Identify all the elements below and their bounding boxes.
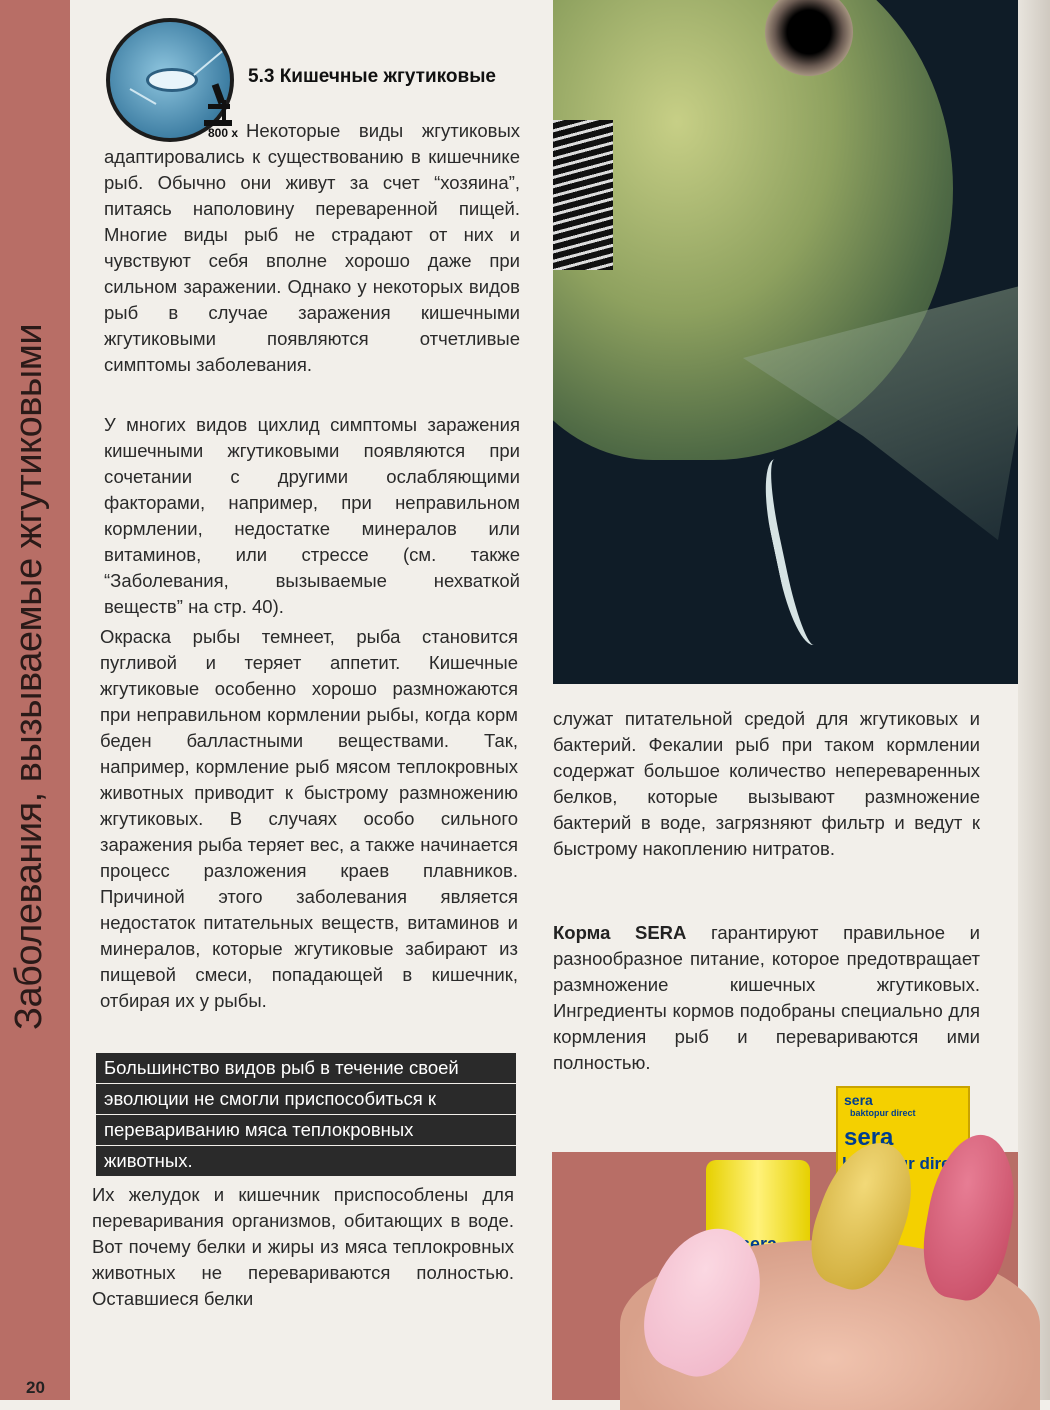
box-subtitle-top: baktopur direct: [850, 1108, 916, 1118]
page-edge: [1018, 0, 1050, 1400]
flagellum-line: [130, 88, 157, 105]
highlight-callout: [96, 1053, 516, 1177]
flagellate-cell-image: [146, 68, 198, 92]
chapter-vertical-title: Заболевания, вызываемые жгутиковыми: [8, 323, 50, 1030]
page-number: 20: [26, 1378, 45, 1397]
body-paragraph-2: У многих видов цихлид симптомы заражения кишечными жгутиковыми появляются при сочетании с другими ослабляющими факторами, например, при неправильном кормлении, недостатке минералов или витаминов, или стрессе (см. также “Заболевания, вызываемые нехваткой веществ” на стр. 40).: [104, 414, 520, 617]
white-feces-strand: [756, 453, 842, 649]
box-logo-top: sera: [844, 1092, 873, 1108]
brand-name: SERA: [634, 922, 687, 943]
highlight-line: эволюции не смогли приспособиться к: [96, 1084, 516, 1115]
body-paragraph-1: Некоторые виды жгутиковых адаптировались к существованию в кишечнике рыб. Обычно они живут за счет “хозяина”, питаясь наполовину переваренной пищей. Многие виды рыб не страдают от них и чувствуют себя вполне хорошо даже при сильном заражении. Однако у некоторых видов рыб в случае заражения кишечными жгутиковыми появляются отчетливые симптомы заболевания.: [104, 120, 520, 375]
box-subtitle-mid: direct: [919, 1154, 966, 1173]
chapter-side-band: [0, 0, 70, 1400]
fish-gill-stripes: [553, 120, 613, 270]
section-title: 5.3 Кишечные жгутиковые: [248, 66, 496, 87]
magnification-label: 800 x: [208, 126, 239, 140]
highlight-line: перевариванию мяса теплокровных: [96, 1115, 516, 1146]
right-paragraph-1: служат питательной средой для жгутиковых и бактерий. Фекалии рыб при таком кормлении содержат большое количество непереваренных белков, которые вызывают размножение бактерий в воде, загрязняют фильтр и ведут к быстрому накоплению нитратов.: [553, 708, 980, 859]
body-paragraph-4: Их желудок и кишечник приспособлены для переваривания организмов, обитающих в воде. Вот почему белки и жиры из мяса теплокровных животных не перевариваются полностью. Оставшиеся белки: [92, 1184, 514, 1309]
fish-photo: [553, 0, 1018, 684]
flagellum-line: [193, 49, 225, 76]
right-paragraph-2: [553, 920, 980, 1076]
highlight-line: Большинство видов рыб в течение своей: [96, 1053, 516, 1084]
lead-word: Корма: [553, 922, 611, 943]
highlight-line: животных.: [96, 1146, 516, 1177]
body-paragraph-3: Окраска рыбы темнеет, рыба становится пугливой и теряет аппетит. Кишечные жгутиковые особенно хорошо размножаются при неправильном кормлении рыбы, когда корм беден балластными веществами. Так, например, кормление рыб мясом теплокровных животных приводит к быстрому размножению жгутиковых. В случаях особо сильного заражения рыба теряет вес, а также начинается процесс разложения краев плавников. Причиной этого заболевания является недостаток питательных веществ, витаминов и минералов, которые жгутиковые забирают из пищевой смеси, попадающей в кишечник, отбирая их у рыбы.: [100, 626, 518, 1011]
box-logo-mid: sera: [844, 1124, 894, 1151]
right-paragraph-2-rest: гарантируют правильное и разнообразное питание, которое предотвращает размножение кишечных жгутиковых. Ингредиенты кормов подобраны специально для кормления рыб и перевариваются ими полностью.: [553, 922, 980, 1073]
